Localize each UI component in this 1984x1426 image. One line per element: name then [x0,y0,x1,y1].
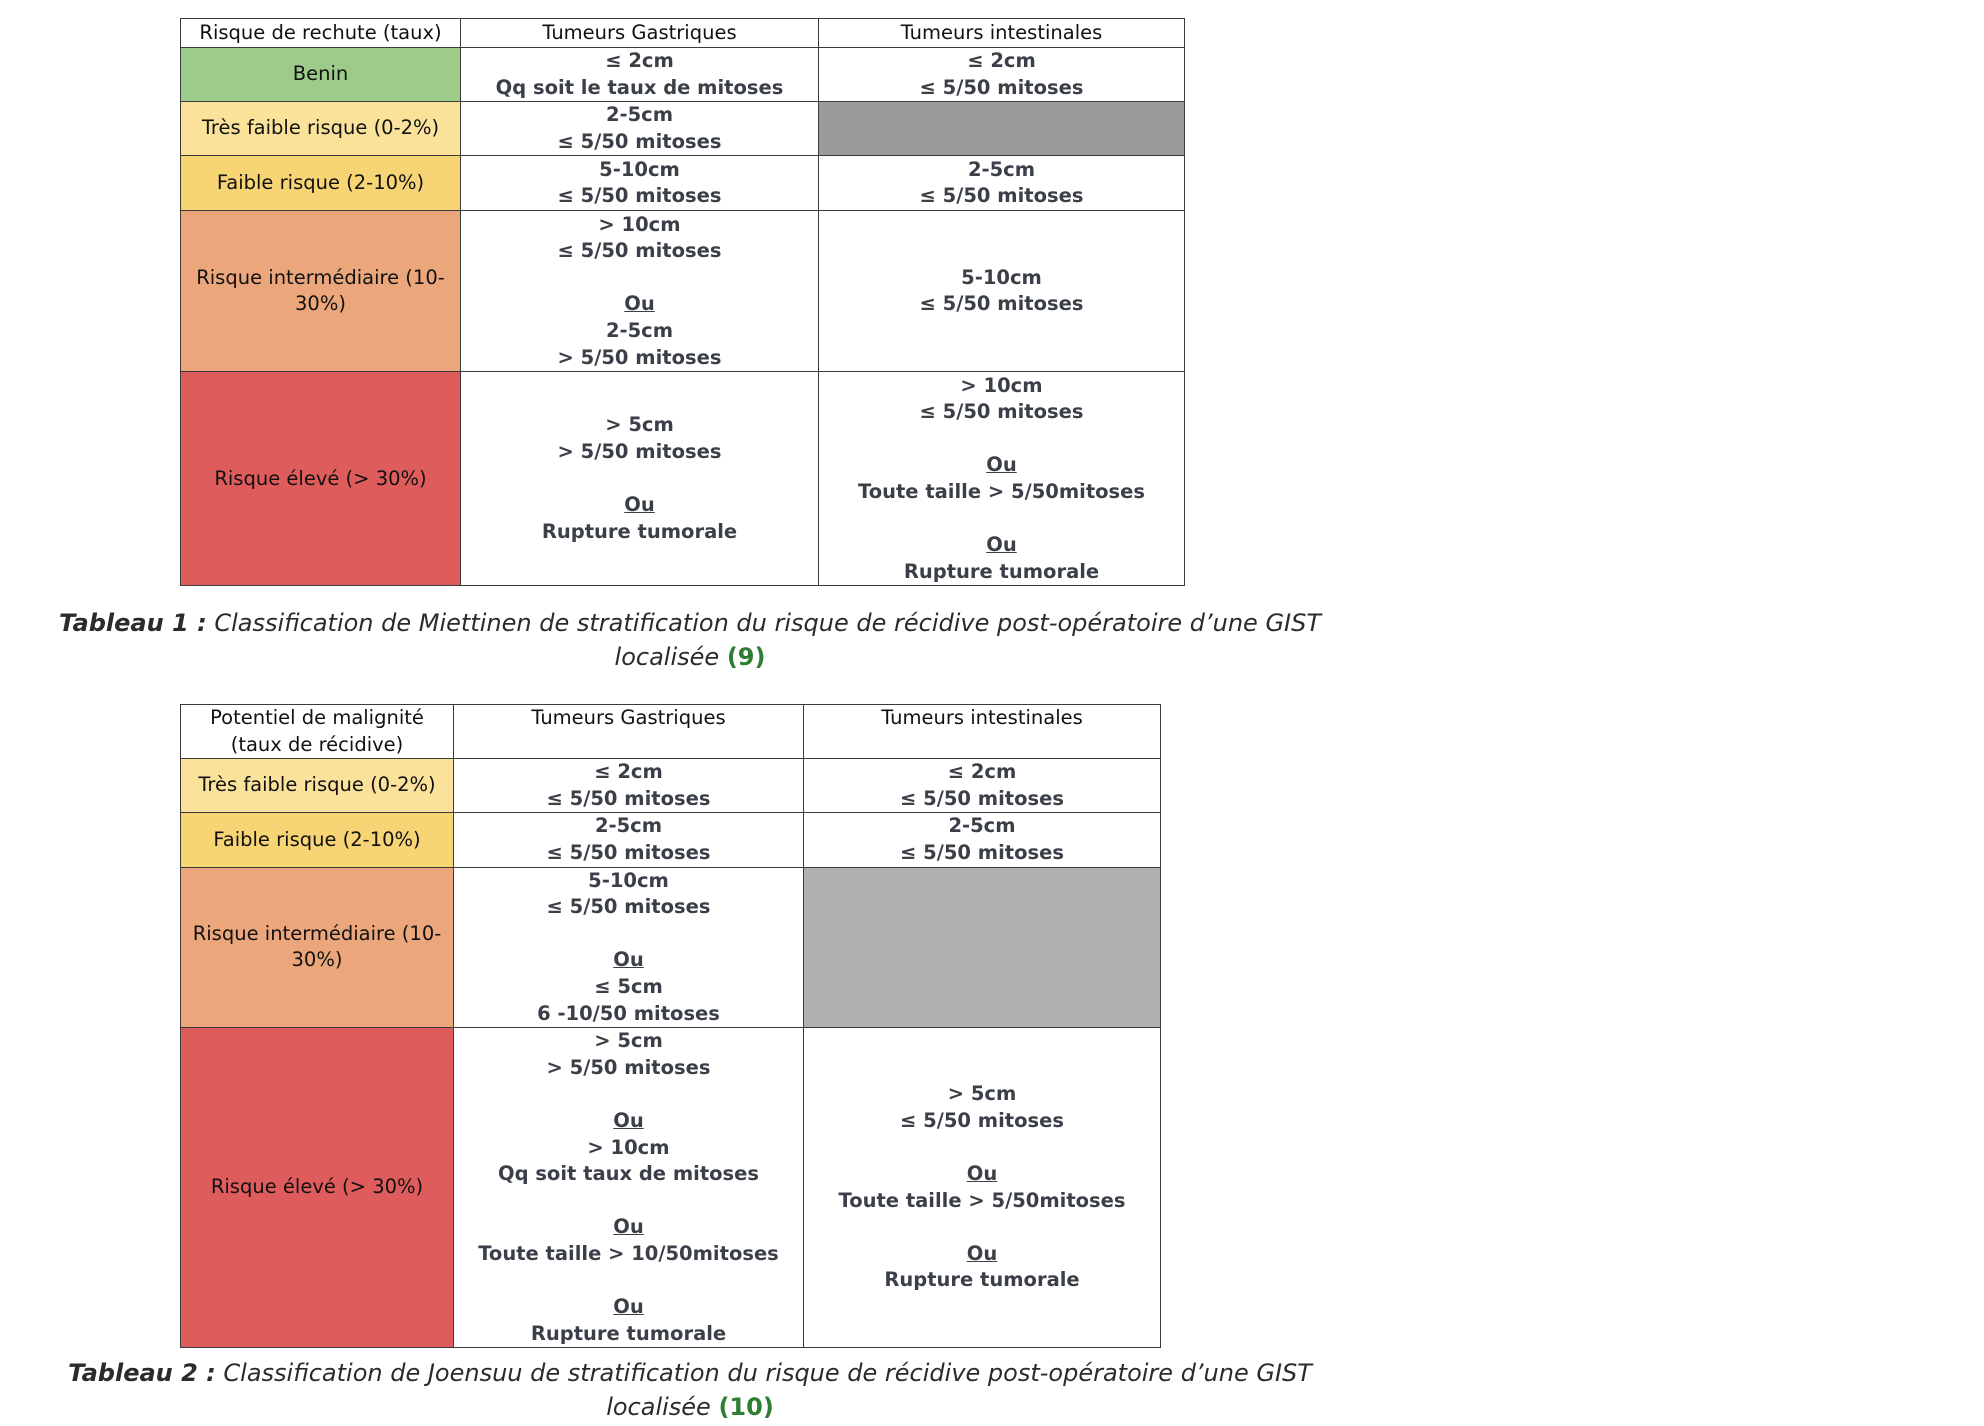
table-row [181,48,1185,102]
criterion-line: > 10cm [960,373,1043,397]
criterion-line: ≤ 5/50 mitoses [900,840,1064,864]
criterion-line: Qq soit taux de mitoses [498,1162,759,1186]
header-risk: Risque de rechute (taux) [181,19,461,48]
criterion-line: ≤ 5/50 mitoses [900,786,1064,810]
risk-label: Benin [181,48,461,102]
caption-reference: (9) [726,643,766,671]
table-row [181,211,1185,372]
intestinal-cell [819,48,1185,102]
criterion-line: 2-5cm [594,814,663,838]
criterion-line: ≤ 2cm [967,49,1036,72]
line-gap [465,466,814,493]
gastric-cell [461,102,819,156]
criterion-line: > 10cm [587,1135,670,1159]
table-row [181,813,1161,867]
intestinal-cell [819,211,1185,372]
or-separator: Ou [986,453,1017,477]
or-separator: Ou [613,1215,644,1239]
criterion-line: Rupture tumorale [530,1321,727,1345]
or-separator: Ou [613,948,644,972]
line-gap [823,426,1180,453]
header-gastric: Tumeurs Gastriques [454,705,804,759]
gastric-cell [454,759,804,813]
or-separator: Ou [613,1108,644,1132]
criterion-line: ≤ 5/50 mitoses [546,840,711,864]
or-separator: Ou [613,1295,644,1319]
line-gap [808,1214,1156,1241]
criterion-line: Rupture tumorale [884,1268,1080,1292]
line-gap [823,505,1180,532]
criterion-line: > 10cm [598,212,681,236]
criterion-line: ≤ 5/50 mitoses [546,895,711,919]
gastric-cell [454,1028,804,1348]
criterion-line: ≤ 2cm [594,760,663,784]
caption-text: Classification de Miettinen de stratification du risque de récidive post-opératoire d’une GIST localisée [206,609,1322,671]
risk-label: Très faible risque (0-2%) [181,759,454,813]
gastric-cell [461,372,819,586]
table-row [181,1028,1161,1348]
criterion-line: ≤ 5/50 mitoses [546,786,711,810]
criterion-line: 5-10cm [961,265,1042,289]
line-gap [458,1267,799,1294]
risk-label: Faible risque (2-10%) [181,156,461,211]
criterion-line: ≤ 2cm [605,49,674,72]
criterion-line: Rupture tumorale [541,519,738,543]
criterion-line: > 5/50 mitoses [557,439,722,463]
criterion-line: 2-5cm [948,814,1016,838]
intestinal-cell-empty [804,867,1161,1028]
criterion-line: ≤ 5cm [594,974,663,998]
intestinal-cell [819,156,1185,211]
header-intestinal: Tumeurs intestinales [804,705,1161,759]
criterion-line: ≤ 5/50 mitoses [919,184,1084,208]
or-separator: Ou [624,493,655,517]
joensuu-table [180,704,1161,1348]
risk-label: Faible risque (2-10%) [181,813,454,867]
criterion-line: > 5cm [594,1029,663,1053]
intestinal-cell [804,759,1161,813]
header-intestinal: Tumeurs intestinales [819,19,1185,48]
or-separator: Ou [966,1241,998,1265]
line-gap [808,1135,1156,1162]
criterion-line: > 5/50 mitoses [546,1055,711,1079]
criterion-line: 2-5cm [605,103,674,127]
criterion-line: > 5/50 mitoses [557,345,722,369]
criterion-line: Qq soit le taux de mitoses [495,75,784,99]
line-gap [458,921,799,948]
table-row [181,372,1185,586]
gastric-cell [461,48,819,102]
gastric-cell [454,813,804,867]
criterion-line: 2-5cm [605,318,674,342]
criterion-line: ≤ 5/50 mitoses [557,184,722,208]
gastric-cell [454,867,804,1028]
intestinal-cell-empty [819,102,1185,156]
miettinen-table [180,18,1185,586]
table-row [181,759,1161,813]
header-gastric: Tumeurs Gastriques [461,19,819,48]
criterion-line: 2-5cm [967,157,1036,181]
line-gap [458,1188,799,1215]
criterion-line: Toute taille > 10/50mitoses [478,1241,779,1265]
caption-label: Tableau 2 : [68,1359,216,1387]
risk-label: Risque intermédiaire (10-30%) [181,867,454,1028]
criterion-line: > 5cm [605,413,674,437]
criterion-line: Toute taille > 5/50mitoses [858,479,1145,503]
caption-reference: (10) [718,1393,774,1421]
risk-label: Risque intermédiaire (10-30%) [181,211,461,372]
caption-text: Classification de Joensuu de stratification du risque de récidive post-opératoire d’une GIST localisée [215,1359,1312,1421]
criterion-line: ≤ 5/50 mitoses [919,400,1084,424]
criterion-line: Toute taille > 5/50mitoses [838,1188,1126,1212]
line-gap [465,265,814,292]
criterion-line: Rupture tumorale [903,559,1100,583]
caption-label: Tableau 1 : [58,609,207,637]
risk-label: Risque élevé (> 30%) [181,1028,454,1348]
or-separator: Ou [966,1162,998,1186]
intestinal-cell [804,813,1161,867]
or-separator: Ou [986,533,1017,557]
intestinal-cell [804,1028,1161,1348]
table1-caption [50,606,1330,674]
intestinal-cell [819,372,1185,586]
table-row [181,156,1185,211]
criterion-line: 6 -10/50 mitoses [537,1001,720,1025]
criterion-line: ≤ 5/50 mitoses [919,75,1084,99]
or-separator: Ou [624,292,655,316]
risk-label: Très faible risque (0-2%) [181,102,461,156]
criterion-line: 5-10cm [588,868,669,892]
criterion-line: ≤ 2cm [947,760,1017,784]
line-gap [458,1081,799,1108]
criterion-line: ≤ 5/50 mitoses [900,1108,1064,1132]
gastric-cell [461,211,819,372]
risk-label: Risque élevé (> 30%) [181,372,461,586]
header-potential: Potentiel de malignité (taux de récidive) [181,705,454,759]
criterion-line: ≤ 5/50 mitoses [557,239,722,263]
table2-caption [50,1356,1330,1424]
table-row [181,102,1185,156]
criterion-line: ≤ 5/50 mitoses [557,129,722,153]
criterion-line: ≤ 5/50 mitoses [919,292,1084,316]
gastric-cell [461,156,819,211]
criterion-line: 5-10cm [599,157,680,181]
criterion-line: > 5cm [947,1082,1017,1106]
table-row [181,867,1161,1028]
